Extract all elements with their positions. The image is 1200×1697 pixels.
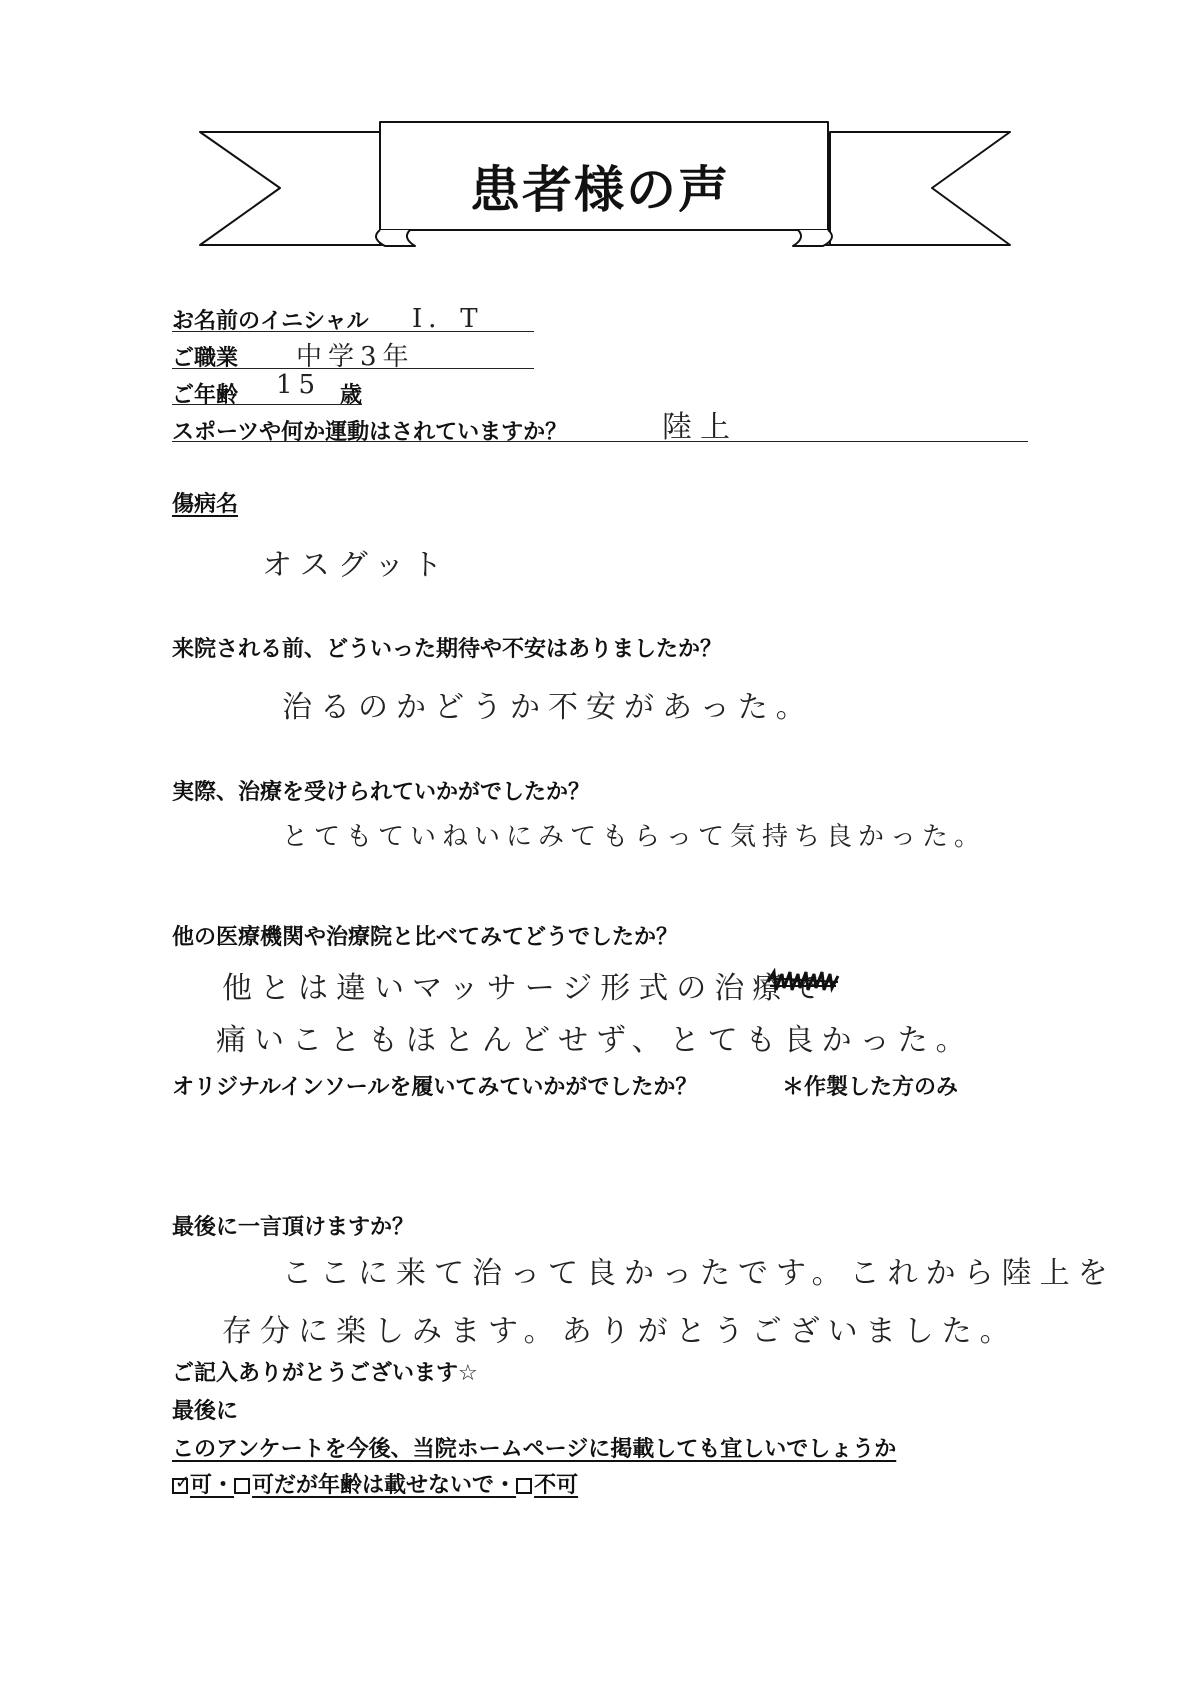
question-insole: オリジナルインソールを履いてみていかがでしたか？ bbox=[172, 1075, 698, 1100]
option-allow-no-age-label: 可だが年齢は載せないで bbox=[252, 1473, 495, 1498]
answer-treatment-line1: とてもていねいにみてもらって気持ち良かった。 bbox=[282, 822, 987, 852]
question-comparison: 他の医療機関や治療院と比べてみてどうでしたか？ bbox=[172, 925, 679, 950]
occupation-label: ご職業 bbox=[172, 346, 239, 371]
insole-note: ＊作製した方のみ bbox=[782, 1075, 959, 1100]
scribbled-out-text bbox=[766, 968, 840, 994]
checkmark-icon: ✓ bbox=[175, 1472, 191, 1493]
separator-2: ・ bbox=[494, 1473, 517, 1498]
injury-value: オスグット bbox=[262, 548, 451, 583]
initials-underline bbox=[172, 331, 534, 332]
initials-label: お名前のイニシャル bbox=[172, 309, 369, 334]
question-final-comment: 最後に一言頂けますか？ bbox=[172, 1215, 415, 1240]
checkbox-allow[interactable] bbox=[172, 1472, 191, 1494]
answer-comparison-line1: 他とは違いマッサージ形式の治療で bbox=[222, 971, 829, 1006]
question-expectation: 来院される前、どういった期待や不安はありましたか？ bbox=[172, 637, 723, 662]
sports-value: 陸上 bbox=[662, 410, 738, 445]
sports-label: スポーツや何か運動はされていますか？ bbox=[172, 420, 568, 445]
occupation-underline bbox=[172, 368, 534, 369]
answer-expectation-line1: 治るのかどうか不安があった。 bbox=[282, 690, 814, 725]
age-value: 15 bbox=[276, 370, 322, 400]
answer-comparison-line2: 痛いこともほとんどせず、とても良かった。 bbox=[216, 1023, 974, 1058]
answer-final-line2: 存分に楽しみます。ありがとうございました。 bbox=[222, 1314, 1018, 1349]
option-allow-label: 可 bbox=[190, 1473, 213, 1498]
thanks-message: ご記入ありがとうございます☆ bbox=[172, 1361, 478, 1386]
consent-options bbox=[172, 1468, 578, 1499]
age-underline bbox=[172, 404, 362, 405]
age-label: ご年齢 bbox=[172, 383, 239, 408]
checkbox-deny[interactable] bbox=[516, 1478, 532, 1494]
initials-value: I．T bbox=[412, 304, 484, 334]
question-treatment: 実際、治療を受けられていかがでしたか？ bbox=[172, 780, 591, 805]
sports-underline bbox=[172, 441, 1028, 442]
option-deny-label: 不可 bbox=[534, 1473, 579, 1498]
checkbox-allow-no-age[interactable] bbox=[234, 1478, 250, 1494]
consent-question: このアンケートを今後、当院ホームページに掲載しても宜しいでしょうか bbox=[172, 1437, 897, 1462]
age-unit: 歳 bbox=[340, 383, 363, 408]
injury-label: 傷病名 bbox=[172, 492, 239, 517]
occupation-value: 中学3年 bbox=[296, 342, 415, 372]
answer-final-line1: ここに来て治って良かったです。これから陸上を bbox=[282, 1256, 1116, 1291]
page-title: 患者様の声 bbox=[470, 161, 730, 219]
separator-1: ・ bbox=[212, 1473, 235, 1498]
last-heading: 最後に bbox=[172, 1399, 239, 1424]
